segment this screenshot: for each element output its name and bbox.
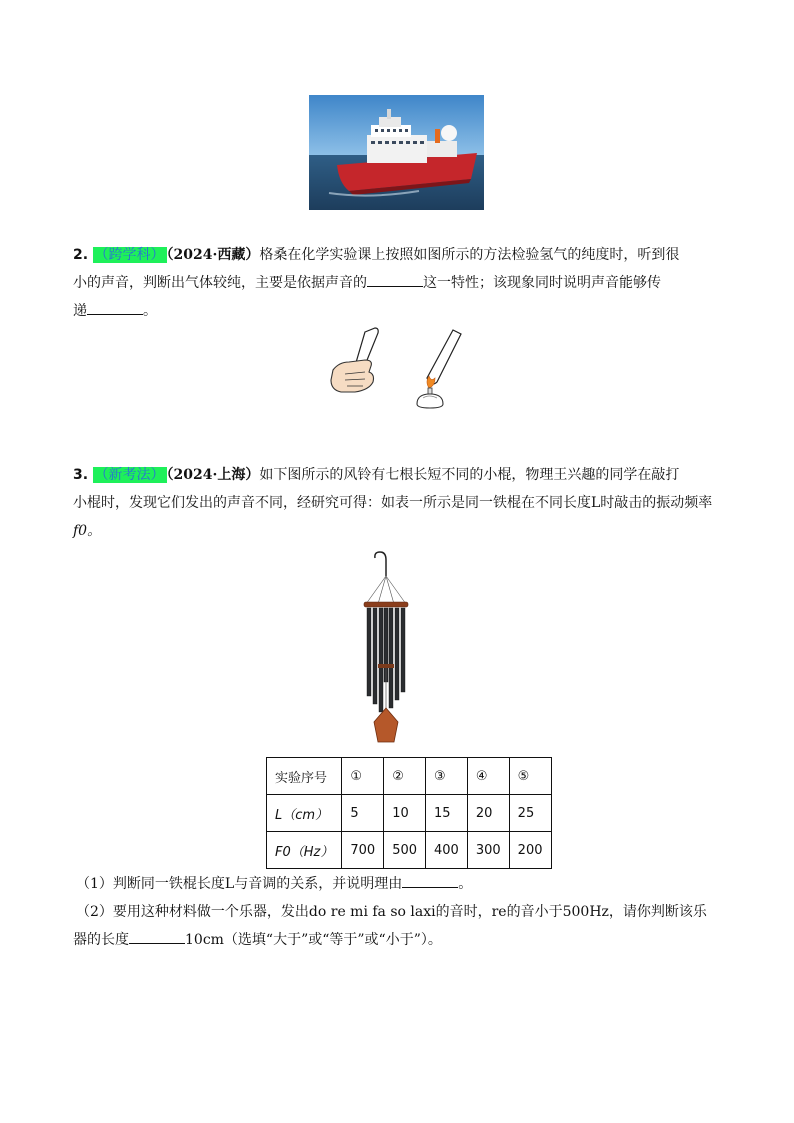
q3-line-2: [73, 494, 712, 512]
table-cell: 200: [509, 832, 551, 869]
icebreaker-ship-image: [309, 95, 484, 210]
table-row: [267, 795, 552, 832]
table-cell: ①: [342, 758, 384, 795]
q3-tag: （新考法）: [94, 467, 165, 483]
table-cell: 700: [342, 832, 384, 869]
table-cell: 10: [384, 795, 426, 832]
q3-sub2-blank[interactable]: [129, 931, 185, 944]
table-cell: 25: [509, 795, 551, 832]
q3-text-3: f0。: [73, 523, 102, 539]
q3-sub1-text: （1）判断同一铁棍长度L与音调的关系，并说明理由: [76, 876, 403, 892]
q2-text-2a: 小的声音，判断出气体较纯，主要是依据声音的: [73, 275, 367, 291]
q2-text-3b: 。: [143, 303, 157, 319]
table-cell: 5: [342, 795, 384, 832]
wind-chime-illustration: [358, 550, 414, 746]
q2-blank-1[interactable]: [367, 274, 423, 287]
table-cell: L（cm）: [267, 795, 342, 832]
q2-tag: （跨学科）: [94, 247, 165, 263]
q3-line-1: [73, 466, 679, 484]
q2-line-3: [73, 302, 157, 320]
q3-sub2-text-1: （2）要用这种材料做一个乐器，发出do re mi fa so laxi的音时，re的音小于500Hz，请你判断该乐: [76, 904, 707, 920]
q2-blank-2[interactable]: [87, 302, 143, 315]
q3-text-2: 小棍时，发现它们发出的声音不同，经研究可得：如表一所示是同一铁棍在不同长度L时敲击的振动频率: [73, 495, 713, 511]
q2-text-3a: 递: [73, 303, 87, 319]
q3-line-3: [73, 522, 101, 540]
table-cell: 15: [426, 795, 468, 832]
q3-sub2-text-2a: 器的长度: [73, 932, 129, 948]
q3-number: 3.: [73, 467, 89, 483]
q3-sub2-line-1: [76, 903, 707, 921]
frequency-table: [266, 757, 552, 869]
table-cell: ③: [426, 758, 468, 795]
q2-number: 2.: [73, 247, 89, 263]
q3-source: （2024·上海）: [166, 467, 260, 483]
table-row: [267, 832, 552, 869]
table-cell: ④: [467, 758, 509, 795]
table-cell: 500: [384, 832, 426, 869]
q2-text-2b: 这一特性；该现象同时说明声音能够传: [423, 275, 661, 291]
q3-sub1-blank[interactable]: [402, 875, 458, 888]
q2-line-2: [73, 274, 661, 292]
table-cell: ⑤: [509, 758, 551, 795]
q3-sub1-end: 。: [458, 876, 473, 892]
table-cell: 20: [467, 795, 509, 832]
test-tube-illustration: [325, 326, 475, 410]
q3-sub2-line-2: [73, 931, 442, 949]
q2-text-1: 格桑在化学实验课上按照如图所示的方法检验氢气的纯度时，听到很: [259, 247, 680, 263]
table-row: [267, 758, 552, 795]
table-cell: ②: [384, 758, 426, 795]
q3-sub2-text-2b: 10cm（选填“大于”或“等于”或“小于”）。: [185, 932, 442, 948]
q3-sub1: [76, 875, 472, 893]
q3-text-1: 如下图所示的风铃有七根长短不同的小棍，物理王兴趣的同学在敲打: [259, 467, 680, 483]
q2-source: （2024·西藏）: [166, 247, 260, 263]
table-cell: F0（Hz）: [267, 832, 342, 869]
table-cell: 实验序号: [267, 758, 342, 795]
table-cell: 400: [426, 832, 468, 869]
q2-line-1: [73, 246, 679, 264]
table-cell: 300: [467, 832, 509, 869]
